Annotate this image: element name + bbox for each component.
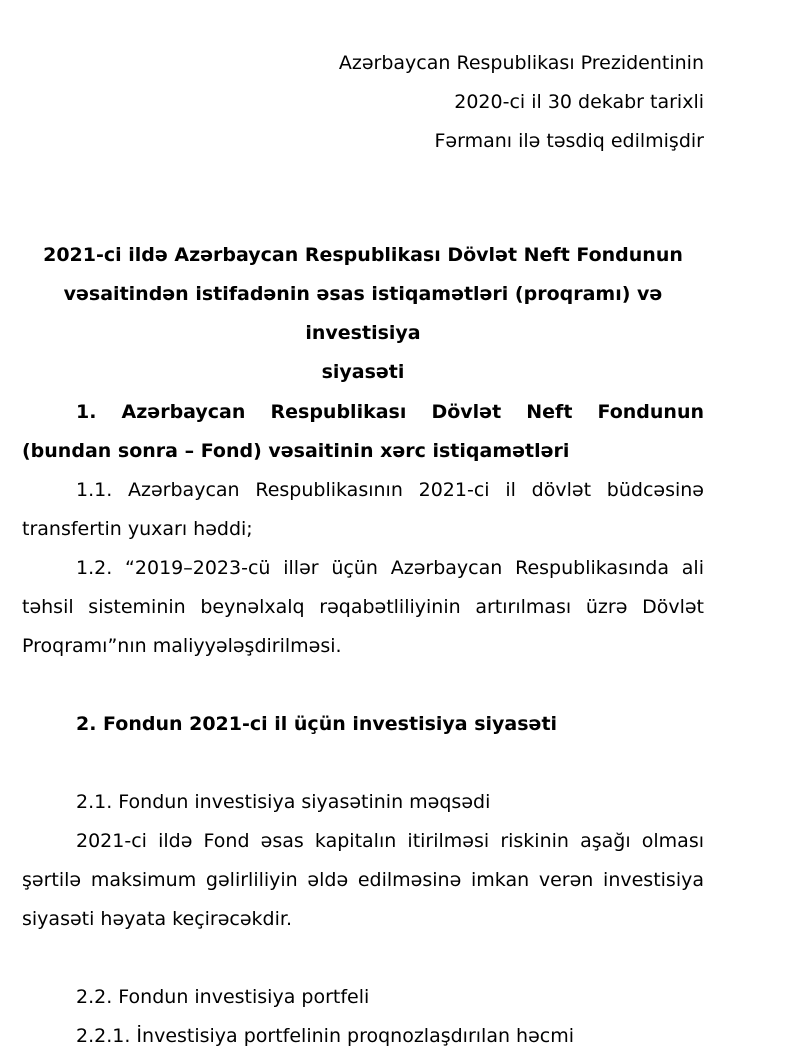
spacer xyxy=(22,666,704,705)
approval-line-1: Azərbaycan Respublikası Prezidentinin xyxy=(338,52,704,74)
section-2-heading: 2. Fondun 2021-ci il üçün investisiya siyasəti xyxy=(76,713,558,735)
item-1-2: 1.2. “2019–2023-cü illər üçün Azərbaycan Respublikasında ali təhsil sisteminin beynəlxalq rəqabətliliyinin artırılması üzrə Dövlət Proqramı”nın maliyyələşdirilməsi. xyxy=(22,557,704,657)
approval-block xyxy=(339,44,704,161)
title-line-1: 2021-ci ildə Azərbaycan Respublikası Dövlət Neft Fondunun xyxy=(43,244,683,266)
approval-line-3: Fərmanı ilə təsdiq edilmişdir xyxy=(434,130,704,152)
item-2-1-text: 2021-ci ildə Fond əsas kapitalın itirilməsi riskinin aşağı olması şərtilə maksimum gəlirliliyin əldə edilməsinə imkan verən investisiya siyasəti həyata keçirəcəkdir. xyxy=(22,830,704,930)
document-body xyxy=(22,393,704,1056)
section-1-heading: 1. Azərbaycan Respublikası Dövlət Neft Fondunun (bundan sonra – Fond) vəsaitinin xərc istiqamətləri xyxy=(22,401,704,462)
item-2-2-1: 2.2.1. İnvestisiya portfelinin proqnozlaşdırılan həcmi xyxy=(76,1025,575,1047)
item-1-1: 1.1. Azərbaycan Respublikasının 2021-ci il dövlət büdcəsinə transfertin yuxarı həddi; xyxy=(22,479,704,540)
title-line-2: vəsaitindən istifadənin əsas istiqamətləri (proqramı) və investisiya xyxy=(63,283,663,344)
title-line-3: siyasəti xyxy=(321,361,405,383)
item-2-1-heading: 2.1. Fondun investisiya siyasətinin məqsədi xyxy=(76,791,491,813)
spacer xyxy=(22,744,704,783)
document-title xyxy=(22,236,704,392)
approval-line-2: 2020-ci il 30 dekabr tarixli xyxy=(454,91,704,113)
spacer xyxy=(22,939,704,978)
item-2-2-heading: 2.2. Fondun investisiya portfeli xyxy=(76,986,370,1008)
